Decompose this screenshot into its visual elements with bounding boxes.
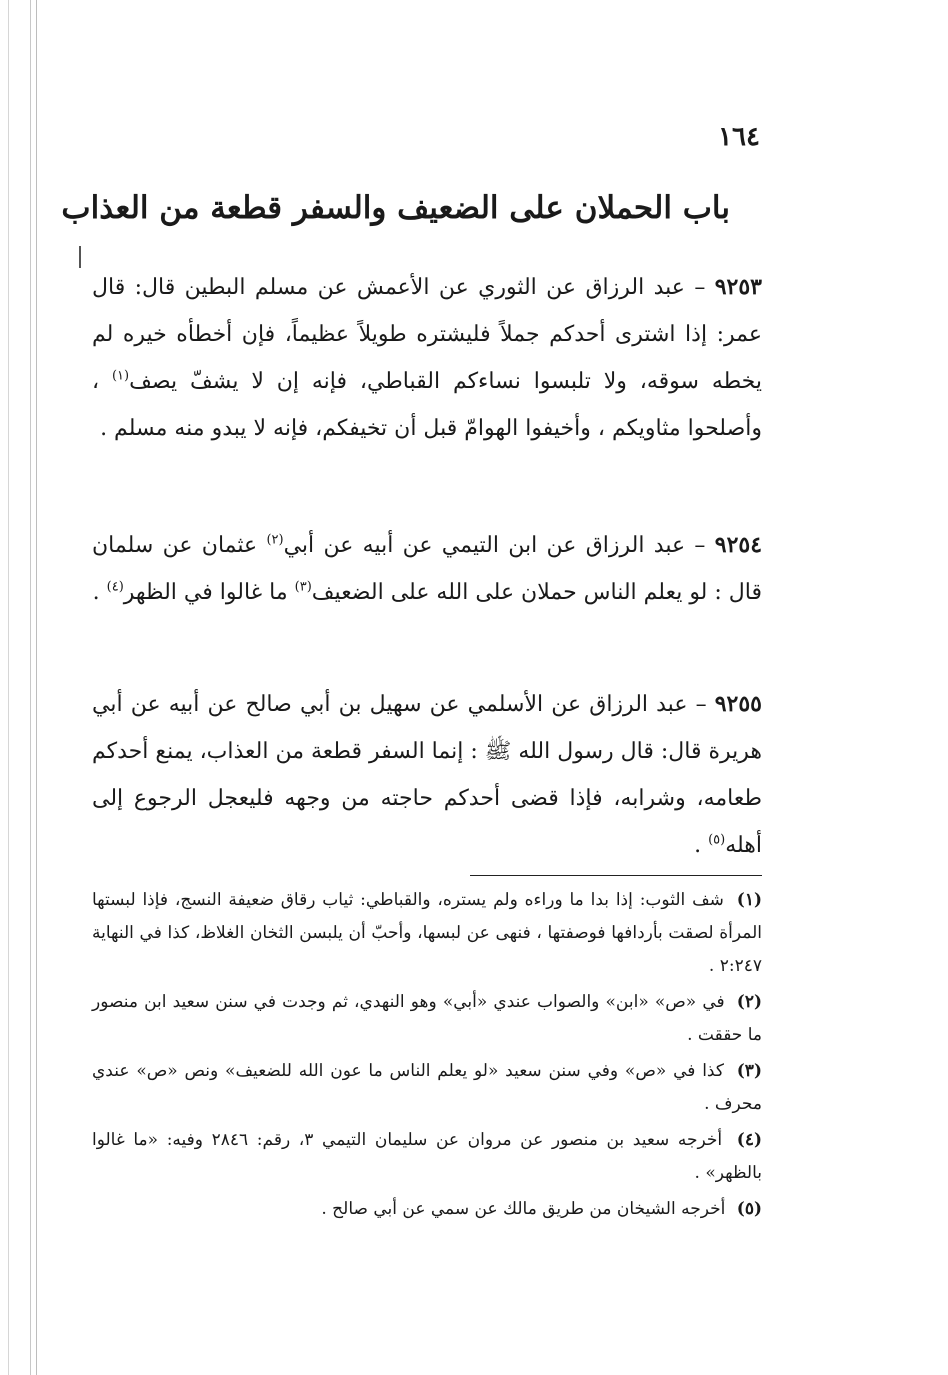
- hadith-text: ، وأصلحوا مثاويكم ، وأخيفوا الهوامّ قبل أن تخيفكم، فإنه لا يبدو منه مسلم .: [92, 369, 762, 441]
- footnote-text: في «ص» «ابن» والصواب عندي «أبي» وهو النهدي، ثم وجدت في سنن سعيد ابن منصور ما حققت .: [92, 992, 762, 1045]
- hadith-text: عبد الرزاق عن ابن التيمي عن أبيه عن أبي: [283, 533, 686, 558]
- footnote-separator: [470, 875, 762, 876]
- footnote-ref[interactable]: (٣): [294, 579, 312, 595]
- footnote: [92, 1055, 762, 1121]
- hadith-text: عثمان عن سلمان قال : لو يعلم الناس حملان على الله على الضعيف: [92, 533, 762, 605]
- footnote-text: أخرجه الشيخان من طريق مالك عن سمي عن أبي صالح .: [321, 1199, 726, 1219]
- hadith-entry: [92, 681, 762, 869]
- footnote-number: (٥): [736, 1199, 762, 1219]
- hadith-entry: [92, 522, 762, 616]
- footnote: [92, 986, 762, 1052]
- page-number: ١٦٤: [718, 122, 760, 152]
- hadith-text: ما غالوا في الظهر: [123, 580, 288, 605]
- footnote: [92, 1193, 762, 1226]
- footnote-number: (٢): [736, 992, 762, 1012]
- footnote-number: (١): [736, 890, 762, 910]
- footnote-ref[interactable]: (٤): [106, 579, 124, 595]
- footnote: [92, 1124, 762, 1190]
- footnote-number: (٣): [736, 1061, 762, 1081]
- scan-edge-line: [30, 0, 31, 1375]
- chapter-title: باب الحملان على الضعيف والسفر قطعة من العذاب: [61, 190, 730, 226]
- scan-edge-line: [8, 0, 9, 1375]
- hadith-text: عبد الرزاق عن الثوري عن الأعمش عن مسلم البطين قال: قال عمر: إذا اشترى أحدكم جملاً فليشتره طويلاً عظيماً، فإن أخطأه خيره لم يخطه سوقه، ولا تلبسوا نساءكم القباطي، فإنه إن لا يشفّ يصف: [92, 275, 762, 394]
- hadith-text: .: [694, 833, 702, 858]
- dash: –: [685, 533, 706, 558]
- footnote: [92, 884, 762, 983]
- footnote-ref[interactable]: (١): [111, 368, 130, 384]
- hadith-text: .: [92, 580, 100, 605]
- scan-edge-line: [36, 0, 37, 1375]
- footnote-ref[interactable]: (٥): [708, 832, 726, 848]
- hadith-number: ٩٢٥٣: [714, 274, 762, 300]
- hadith-number: ٩٢٥٤: [714, 532, 763, 558]
- dash: –: [684, 275, 706, 300]
- footnote-ref[interactable]: (٢): [266, 532, 284, 548]
- footnote-text: شف الثوب: إذا بدا ما وراءه ولم يستره، والقباطي: ثياب رقاق ضعيفة النسج، فإذا لبستها المرأة لصقت بأردافها فوصفتها ، فنهى عن لبسها، وأحبّ أن يلبسن الثخان الغلاظ، كذا في النهاية ٢:٢٤٧ .: [92, 890, 762, 976]
- dash: –: [687, 692, 707, 717]
- hadith-entry: [92, 264, 762, 452]
- hadith-number: ٩٢٥٥: [714, 691, 762, 717]
- footnote-number: (٤): [736, 1130, 762, 1150]
- footnote-text: كذا في «ص» وفي سنن سعيد «لو يعلم الناس ما عون الله للضعيف» ونص «ص» عندي محرف .: [92, 1061, 762, 1114]
- scan-edge-mark: [79, 246, 81, 268]
- footnote-text: أخرجه سعيد بن منصور عن مروان عن سليمان التيمي ٣، رقم: ٢٨٤٦ وفيه: «ما غالوا بالظهر» .: [92, 1130, 762, 1183]
- footnotes-section: [92, 884, 762, 1229]
- hadith-text: عبد الرزاق عن الأسلمي عن سهيل بن أبي صالح عن أبيه عن أبي هريرة قال: قال رسول الله ﷺ : إنما السفر قطعة من العذاب، يمنع أحدكم طعامه، وشرابه، فإذا قضى أحدكم حاجته من وجهه فليعجل الرجوع إلى أهله: [92, 692, 762, 858]
